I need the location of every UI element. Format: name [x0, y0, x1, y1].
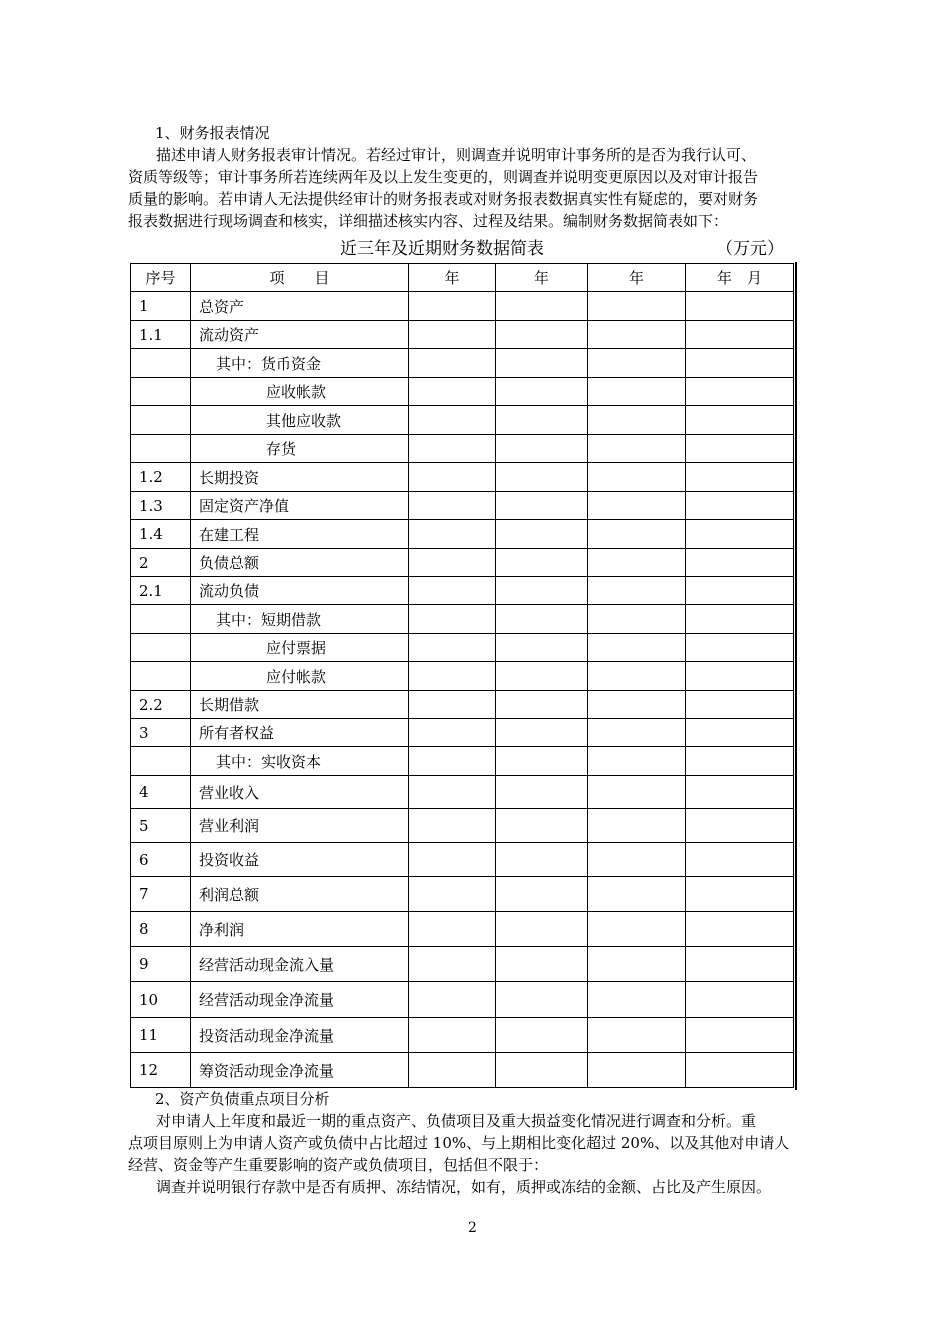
row-item: 总资产	[191, 292, 409, 321]
row-number: 12	[131, 1053, 191, 1088]
row-number	[131, 747, 191, 776]
value-cell[interactable]	[496, 520, 588, 549]
value-cell[interactable]	[496, 549, 588, 577]
table-row	[131, 549, 794, 577]
header-no: 序号	[131, 264, 191, 292]
header-year-1: 年	[409, 264, 496, 292]
value-cell[interactable]	[496, 321, 588, 349]
value-cell[interactable]	[409, 982, 496, 1018]
value-cell[interactable]	[409, 634, 496, 662]
section1-para-line: 质量的影响。若申请人无法提供经审计的财务报表或对财务报表数据真实性有疑虑的，要对财务	[128, 190, 759, 208]
table-row	[131, 577, 794, 605]
value-cell[interactable]	[496, 947, 588, 982]
table-row	[131, 321, 794, 349]
value-cell[interactable]	[496, 634, 588, 662]
section1-heading: 1、财务报表情况	[155, 124, 270, 142]
value-cell[interactable]	[409, 691, 496, 719]
value-cell[interactable]	[588, 378, 686, 406]
table-title: 近三年及近期财务数据简表	[340, 239, 544, 259]
section2-para-line: 点项目原则上为申请人资产或负债中占比超过 10%、与上期相比变化超过 20%、以及其他对申请人	[128, 1134, 790, 1152]
row-number: 6	[131, 843, 191, 877]
value-cell[interactable]	[588, 982, 686, 1018]
row-item: 流动资产	[191, 321, 409, 349]
row-item: 负债总额	[191, 549, 409, 577]
value-cell[interactable]	[686, 577, 794, 605]
section1-para-line: 描述申请人财务报表审计情况。若经过审计，则调查并说明审计事务所的是否为我行认可、	[156, 146, 757, 164]
value-cell[interactable]	[409, 577, 496, 605]
value-cell[interactable]	[496, 747, 588, 776]
value-cell[interactable]	[588, 463, 686, 492]
row-number: 11	[131, 1018, 191, 1053]
value-cell[interactable]	[409, 877, 496, 912]
table-row	[131, 1018, 794, 1053]
row-number: 1.1	[131, 321, 191, 349]
row-number: 10	[131, 982, 191, 1018]
value-cell[interactable]	[496, 719, 588, 747]
value-cell[interactable]	[686, 1053, 794, 1088]
value-cell[interactable]	[686, 321, 794, 349]
value-cell[interactable]	[409, 662, 496, 691]
value-cell[interactable]	[409, 605, 496, 634]
row-item: 应付帐款	[191, 662, 409, 691]
header-year-month: 年 月	[686, 264, 794, 292]
value-cell[interactable]	[686, 492, 794, 520]
value-cell[interactable]	[496, 982, 588, 1018]
value-cell[interactable]	[686, 947, 794, 982]
section1-para-line: 资质等级等；审计事务所若连续两年及以上发生变更的，则调查并说明变更原因以及对审计报告	[128, 168, 759, 186]
section2-para-line: 对申请人上年度和最近一期的重点资产、负债项目及重大损益变化情况进行调查和分析。重	[156, 1112, 757, 1130]
table-row	[131, 912, 794, 947]
row-number	[131, 378, 191, 406]
value-cell[interactable]	[686, 634, 794, 662]
table-row	[131, 809, 794, 843]
value-cell[interactable]	[588, 1053, 686, 1088]
value-cell[interactable]	[496, 349, 588, 378]
value-cell[interactable]	[686, 463, 794, 492]
row-item: 利润总额	[191, 877, 409, 912]
table-row	[131, 1053, 794, 1088]
row-number: 5	[131, 809, 191, 843]
value-cell[interactable]	[686, 378, 794, 406]
table-row	[131, 947, 794, 982]
value-cell[interactable]	[588, 809, 686, 843]
row-number	[131, 349, 191, 378]
value-cell[interactable]	[496, 662, 588, 691]
header-item: 项 目	[191, 264, 409, 292]
value-cell[interactable]	[409, 520, 496, 549]
row-item: 筹资活动现金净流量	[191, 1053, 409, 1088]
value-cell[interactable]	[588, 947, 686, 982]
row-item: 应收帐款	[191, 378, 409, 406]
section1-para-line: 报表数据进行现场调查和核实，详细描述核实内容、过程及结果。编制财务数据简表如下：	[128, 212, 729, 230]
value-cell[interactable]	[496, 1053, 588, 1088]
value-cell[interactable]	[686, 1018, 794, 1053]
row-item: 长期投资	[191, 463, 409, 492]
value-cell[interactable]	[409, 719, 496, 747]
row-item: 投资收益	[191, 843, 409, 877]
value-cell[interactable]	[409, 747, 496, 776]
value-cell[interactable]	[409, 1018, 496, 1053]
row-item: 流动负债	[191, 577, 409, 605]
row-number: 4	[131, 776, 191, 809]
section2-para-2: 调查并说明银行存款中是否有质押、冻结情况，如有，质押或冻结的金额、占比及产生原因。	[156, 1178, 772, 1196]
row-item: 其他应收款	[191, 406, 409, 435]
row-number: 1.4	[131, 520, 191, 549]
value-cell[interactable]	[409, 809, 496, 843]
row-number: 2.1	[131, 577, 191, 605]
section2-heading: 2、资产负债重点项目分析	[155, 1090, 330, 1108]
row-item: 应付票据	[191, 634, 409, 662]
value-cell[interactable]	[588, 292, 686, 321]
value-cell[interactable]	[409, 406, 496, 435]
value-cell[interactable]	[496, 435, 588, 463]
table-row	[131, 463, 794, 492]
value-cell[interactable]	[588, 843, 686, 877]
value-cell[interactable]	[409, 843, 496, 877]
table-row	[131, 292, 794, 321]
table-row	[131, 982, 794, 1018]
row-item: 长期借款	[191, 691, 409, 719]
value-cell[interactable]	[496, 809, 588, 843]
value-cell[interactable]	[496, 912, 588, 947]
row-item: 投资活动现金净流量	[191, 1018, 409, 1053]
value-cell[interactable]	[588, 435, 686, 463]
row-item: 营业利润	[191, 809, 409, 843]
row-number: 2.2	[131, 691, 191, 719]
table-unit: （万元）	[716, 239, 784, 259]
value-cell[interactable]	[496, 492, 588, 520]
row-number: 8	[131, 912, 191, 947]
value-cell[interactable]	[496, 577, 588, 605]
value-cell[interactable]	[409, 947, 496, 982]
table-row	[131, 634, 794, 662]
row-item: 所有者权益	[191, 719, 409, 747]
row-number: 1.3	[131, 492, 191, 520]
value-cell[interactable]	[686, 691, 794, 719]
value-cell[interactable]	[686, 605, 794, 634]
row-number: 2	[131, 549, 191, 577]
row-number: 1	[131, 292, 191, 321]
value-cell[interactable]	[686, 776, 794, 809]
row-item: 固定资产净值	[191, 492, 409, 520]
row-number	[131, 634, 191, 662]
row-number: 1.2	[131, 463, 191, 492]
value-cell[interactable]	[588, 877, 686, 912]
table-row	[131, 406, 794, 435]
value-cell[interactable]	[496, 406, 588, 435]
value-cell[interactable]	[409, 435, 496, 463]
value-cell[interactable]	[496, 605, 588, 634]
table-row	[131, 843, 794, 877]
value-cell[interactable]	[409, 912, 496, 947]
value-cell[interactable]	[588, 349, 686, 378]
financial-summary-table	[130, 263, 794, 1088]
section2-para-line: 经营、资金等产生重要影响的资产或负债项目，包括但不限于：	[128, 1156, 549, 1174]
table-outer-border	[795, 262, 797, 1090]
table-row	[131, 719, 794, 747]
value-cell[interactable]	[496, 877, 588, 912]
value-cell[interactable]	[496, 776, 588, 809]
value-cell[interactable]	[686, 435, 794, 463]
row-item: 存货	[191, 435, 409, 463]
value-cell[interactable]	[409, 776, 496, 809]
row-number	[131, 662, 191, 691]
row-number	[131, 435, 191, 463]
table-row	[131, 877, 794, 912]
value-cell[interactable]	[409, 463, 496, 492]
value-cell[interactable]	[588, 492, 686, 520]
value-cell[interactable]	[409, 321, 496, 349]
row-item: 经营活动现金净流量	[191, 982, 409, 1018]
table-row	[131, 492, 794, 520]
row-number: 7	[131, 877, 191, 912]
value-cell[interactable]	[496, 843, 588, 877]
value-cell[interactable]	[686, 520, 794, 549]
value-cell[interactable]	[496, 378, 588, 406]
value-cell[interactable]	[409, 1053, 496, 1088]
row-number: 3	[131, 719, 191, 747]
value-cell[interactable]	[686, 809, 794, 843]
value-cell[interactable]	[686, 747, 794, 776]
row-item: 在建工程	[191, 520, 409, 549]
value-cell[interactable]	[588, 1018, 686, 1053]
value-cell[interactable]	[686, 719, 794, 747]
value-cell[interactable]	[588, 719, 686, 747]
value-cell[interactable]	[686, 349, 794, 378]
value-cell[interactable]	[588, 634, 686, 662]
table-row	[131, 776, 794, 809]
table-row	[131, 662, 794, 691]
table-row	[131, 605, 794, 634]
value-cell[interactable]	[588, 406, 686, 435]
value-cell[interactable]	[409, 292, 496, 321]
table-row	[131, 349, 794, 378]
row-item: 净利润	[191, 912, 409, 947]
table-row	[131, 520, 794, 549]
row-item: 其中：实收资本	[191, 747, 409, 776]
value-cell[interactable]	[588, 691, 686, 719]
value-cell[interactable]	[686, 662, 794, 691]
value-cell[interactable]	[409, 378, 496, 406]
row-item: 其中：短期借款	[191, 605, 409, 634]
value-cell[interactable]	[588, 577, 686, 605]
value-cell[interactable]	[588, 747, 686, 776]
value-cell[interactable]	[496, 691, 588, 719]
row-number: 9	[131, 947, 191, 982]
value-cell[interactable]	[686, 877, 794, 912]
value-cell[interactable]	[588, 520, 686, 549]
table-header-row	[131, 264, 794, 292]
page-number: 2	[468, 1220, 477, 1236]
value-cell[interactable]	[588, 776, 686, 809]
value-cell[interactable]	[409, 549, 496, 577]
value-cell[interactable]	[686, 549, 794, 577]
value-cell[interactable]	[496, 292, 588, 321]
value-cell[interactable]	[686, 912, 794, 947]
value-cell[interactable]	[686, 843, 794, 877]
value-cell[interactable]	[588, 549, 686, 577]
table-row	[131, 691, 794, 719]
value-cell[interactable]	[588, 605, 686, 634]
table-row	[131, 378, 794, 406]
header-year-3: 年	[588, 264, 686, 292]
value-cell[interactable]	[686, 406, 794, 435]
row-item: 营业收入	[191, 776, 409, 809]
value-cell[interactable]	[496, 1018, 588, 1053]
row-item: 经营活动现金流入量	[191, 947, 409, 982]
table-row	[131, 747, 794, 776]
row-number	[131, 406, 191, 435]
value-cell[interactable]	[409, 492, 496, 520]
header-year-2: 年	[496, 264, 588, 292]
value-cell[interactable]	[588, 662, 686, 691]
value-cell[interactable]	[686, 982, 794, 1018]
row-item: 其中：货币资金	[191, 349, 409, 378]
value-cell[interactable]	[588, 321, 686, 349]
value-cell[interactable]	[686, 292, 794, 321]
table-row	[131, 435, 794, 463]
value-cell[interactable]	[588, 912, 686, 947]
row-number	[131, 605, 191, 634]
value-cell[interactable]	[409, 349, 496, 378]
value-cell[interactable]	[496, 463, 588, 492]
